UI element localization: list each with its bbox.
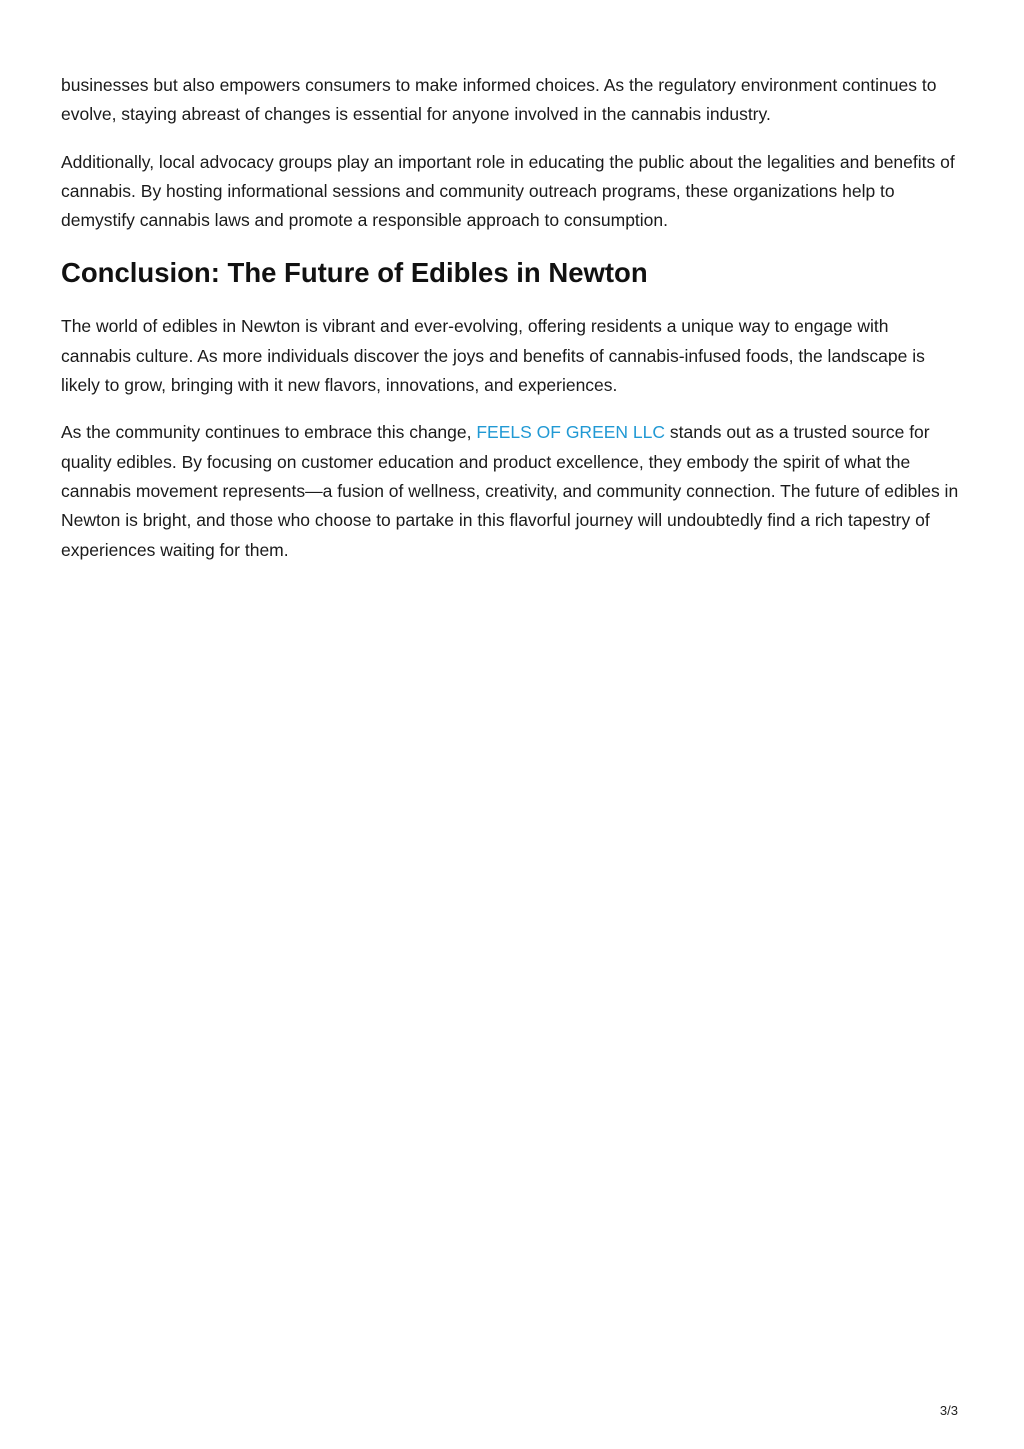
document-page — [61, 71, 961, 565]
conclusion-paragraph-2-start: As the community continues to embrace this change, — [61, 422, 477, 443]
conclusion-body — [61, 312, 961, 564]
intro-paragraph-2: Additionally, local advocacy groups play an important role in educating the public about the legalities and benefits of cannabis. By hosting informational sessions and community outreach programs, these organizations help to demystify cannabis laws and promote a responsible approach to consumption. — [61, 151, 955, 231]
conclusion-paragraph-2 — [61, 418, 961, 564]
conclusion-paragraph-2-end: stands out as a trusted source for quality edibles. By focusing on customer education and product excellence, they embody the spirit of what the cannabis movement represents—a fusion of wellness, creativity, and community connection. The future of edibles in Newton is bright, and those who choose to partake in this flavorful journey will undoubtedly find a rich tapestry of experiences waiting for them. — [61, 422, 959, 560]
intro-paragraph-1: businesses but also empowers consumers to make informed choices. As the regulatory environment continues to evolve, staying abreast of changes is essential for anyone involved in the cannabis industry. — [61, 75, 937, 125]
feels-of-green-link[interactable]: FEELS OF GREEN LLC — [476, 422, 666, 443]
conclusion-heading: Conclusion: The Future of Edibles in Newton — [61, 257, 648, 289]
page-number: 3/3 — [939, 1403, 958, 1418]
conclusion-paragraph-1: The world of edibles in Newton is vibrant and ever-evolving, offering residents a unique way to engage with cannabis culture. As more individuals discover the joys and benefits of cannabis-infused foods, the landscape is likely to grow, bringing with it new flavors, innovations, and experiences. — [61, 316, 925, 396]
